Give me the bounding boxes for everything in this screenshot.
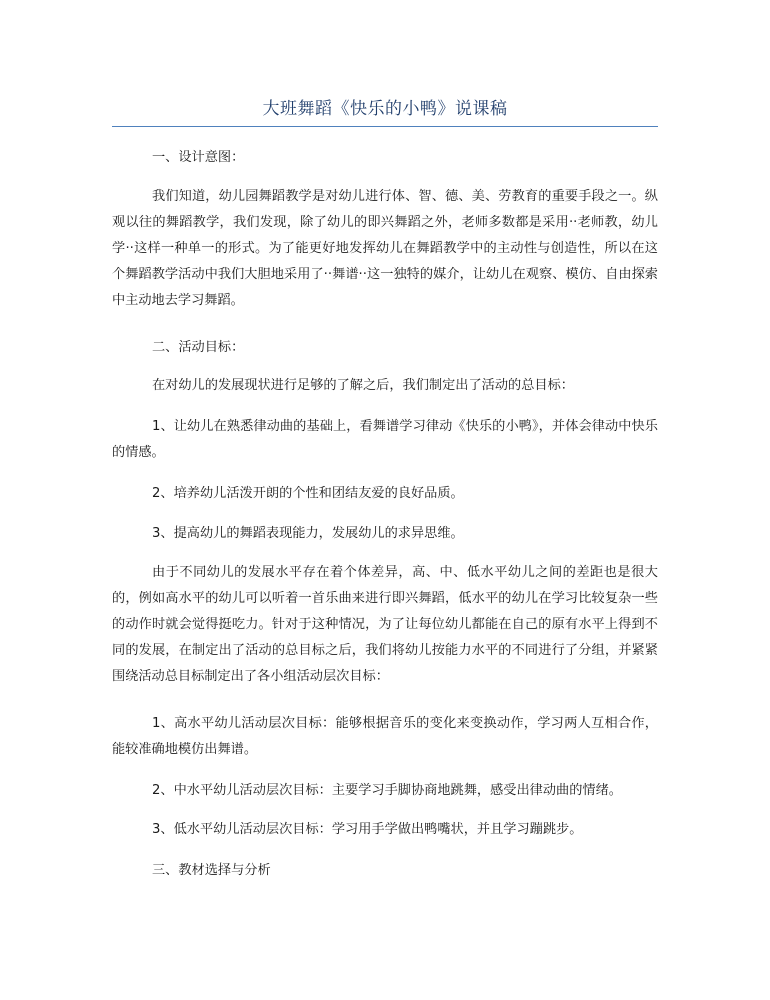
goal-item: 3、提高幼儿的舞蹈表现能力，发展幼儿的求异思维。 [152,526,464,541]
level-goal-item: 2、中水平幼儿活动层次目标：主要学习手脚协商地跳舞，感受出律动曲的情绪。 [152,783,622,798]
differentiation-paragraph: 由于不同幼儿的发展水平存在着个体差异，高、中、低水平幼儿之间的差距也是很大的，例如高水平的幼儿可以听着一首乐曲来进行即兴舞蹈，低水平的幼儿在学习比较复杂一些的动作时就会觉得挺吃力。针对于这种情况，为了让每位幼儿都能在自己的原有水平上得到不同的发展，在制定出了活动的总目标之后，我们将幼儿按能力水平的不同进行了分组，并紧紧围绕活动总目标制定出了各小组活动层次目标： [112,565,658,684]
level-goal-item: 1、高水平幼儿活动层次目标：能够根据音乐的变化来变换动作，学习两人互相合作，能较准确地模仿出舞谱。 [112,716,658,757]
section-heading-design-intent: 一、设计意图： [152,150,245,165]
design-intent-paragraph: 我们知道，幼儿园舞蹈教学是对幼儿进行体、智、德、美、劳教育的重要手段之一。纵观以往的舞蹈教学，我们发现，除了幼儿的即兴舞蹈之外，老师多数都是采用··老师教，幼儿学··这样一种单一的形式。为了能更好地发挥幼儿在舞蹈教学中的主动性与创造性，所以在这个舞蹈教学活动中我们大胆地采用了··舞谱··这一独特的媒介，让幼儿在观察、模仿、自由探索中主动地去学习舞蹈。 [112,189,658,308]
title-underline [112,126,658,127]
goal-item: 2、培养幼儿活泼开朗的个性和团结友爱的良好品质。 [152,486,464,501]
goals-intro-paragraph: 在对幼儿的发展现状进行足够的了解之后，我们制定出了活动的总目标： [152,378,574,393]
level-goal-item: 3、低水平幼儿活动层次目标：学习用手学做出鸭嘴状，并且学习蹦跳步。 [152,822,583,837]
section-heading-activity-goals: 二、活动目标： [152,340,245,355]
document-title: 大班舞蹈《快乐的小鸭》说课稿 [262,99,508,119]
section-heading-materials: 三、教材选择与分析 [152,863,271,878]
goal-item: 1、让幼儿在熟悉律动曲的基础上，看舞谱学习律动《快乐的小鸭》，并体会律动中快乐的情感。 [112,419,658,460]
